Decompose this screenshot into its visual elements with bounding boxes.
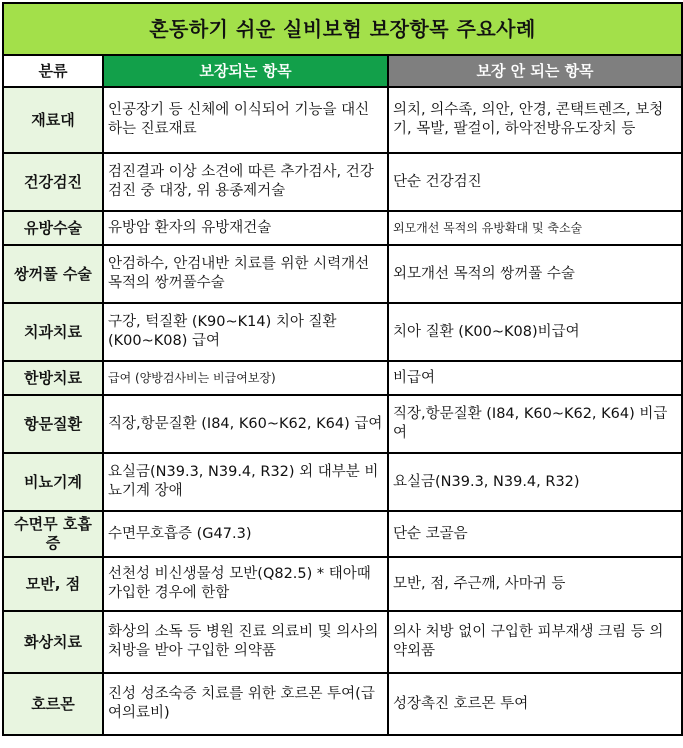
table-row [3, 211, 682, 245]
row-not-covered: 단순 코골음 [388, 511, 682, 557]
row-covered: 안검하수, 안검내반 치료를 위한 시력개선 목적의 쌍꺼풀수술 [103, 245, 388, 303]
row-category: 치과치료 [3, 303, 103, 361]
row-not-covered: 외모개선 목적의 쌍꺼풀 수술 [388, 245, 682, 303]
row-category: 건강검진 [3, 153, 103, 211]
row-category: 항문질환 [3, 395, 103, 453]
table-row [3, 153, 682, 211]
row-covered: 급여 (양방검사비는 비급여보장) [103, 361, 388, 395]
table-row [3, 673, 682, 735]
table-row [3, 611, 682, 673]
table-row [3, 87, 682, 153]
table-row [3, 511, 682, 557]
table-row [3, 245, 682, 303]
row-category: 재료대 [3, 87, 103, 153]
row-covered: 검진결과 이상 소견에 따른 추가검사, 건강검진 중 대장, 위 용종제거술 [103, 153, 388, 211]
row-not-covered: 치아 질환 (K00~K08)비급여 [388, 303, 682, 361]
row-category: 쌍꺼풀 수술 [3, 245, 103, 303]
row-covered: 화상의 소독 등 병원 진료 의료비 및 의사의 처방을 받아 구입한 의약품 [103, 611, 388, 673]
row-category: 수면무 호흡증 [3, 511, 103, 557]
table-row [3, 395, 682, 453]
row-covered: 구강, 턱질환 (K90~K14) 치아 질환 (K00~K08) 급여 [103, 303, 388, 361]
row-category: 모반, 점 [3, 557, 103, 611]
row-not-covered: 직장,항문질환 (I84, K60~K62, K64) 비급여 [388, 395, 682, 453]
header-category: 분류 [3, 55, 103, 87]
row-covered: 직장,항문질환 (I84, K60~K62, K64) 급여 [103, 395, 388, 453]
header-row [3, 55, 682, 87]
row-not-covered: 성장촉진 호르몬 투여 [388, 673, 682, 735]
table-row [3, 361, 682, 395]
row-covered: 수면무호흡증 (G47.3) [103, 511, 388, 557]
row-not-covered: 요실금(N39.3, N39.4, R32) [388, 453, 682, 511]
row-covered: 유방암 환자의 유방재건술 [103, 211, 388, 245]
row-not-covered: 의치, 의수족, 의안, 안경, 콘택트렌즈, 보청기, 목발, 팔걸이, 하악전방유도장치 등 [388, 87, 682, 153]
header-covered: 보장되는 항목 [103, 55, 388, 87]
row-not-covered: 모반, 점, 주근깨, 사마귀 등 [388, 557, 682, 611]
row-covered: 진성 성조숙증 치료를 위한 호르몬 투여(급여의료비) [103, 673, 388, 735]
table-row [3, 453, 682, 511]
table-title: 혼동하기 쉬운 실비보험 보장항목 주요사례 [3, 3, 682, 55]
row-not-covered: 의사 처방 없이 구입한 피부재생 크림 등 의약외품 [388, 611, 682, 673]
header-not-covered: 보장 안 되는 항목 [388, 55, 682, 87]
row-not-covered: 단순 건강검진 [388, 153, 682, 211]
row-covered: 요실금(N39.3, N39.4, R32) 외 대부분 비뇨기계 장애 [103, 453, 388, 511]
row-category: 비뇨기계 [3, 453, 103, 511]
coverage-table [2, 2, 683, 736]
coverage-table-wrapper [2, 2, 681, 736]
row-not-covered: 외모개선 목적의 유방확대 및 축소술 [388, 211, 682, 245]
table-row [3, 303, 682, 361]
table-row [3, 557, 682, 611]
row-category: 한방치료 [3, 361, 103, 395]
row-category: 화상치료 [3, 611, 103, 673]
row-covered: 선천성 비신생물성 모반(Q82.5) * 태아때 가입한 경우에 한함 [103, 557, 388, 611]
row-category: 호르몬 [3, 673, 103, 735]
row-covered: 인공장기 등 신체에 이식되어 기능을 대신하는 진료재료 [103, 87, 388, 153]
row-category: 유방수술 [3, 211, 103, 245]
row-not-covered: 비급여 [388, 361, 682, 395]
title-row [3, 3, 682, 55]
